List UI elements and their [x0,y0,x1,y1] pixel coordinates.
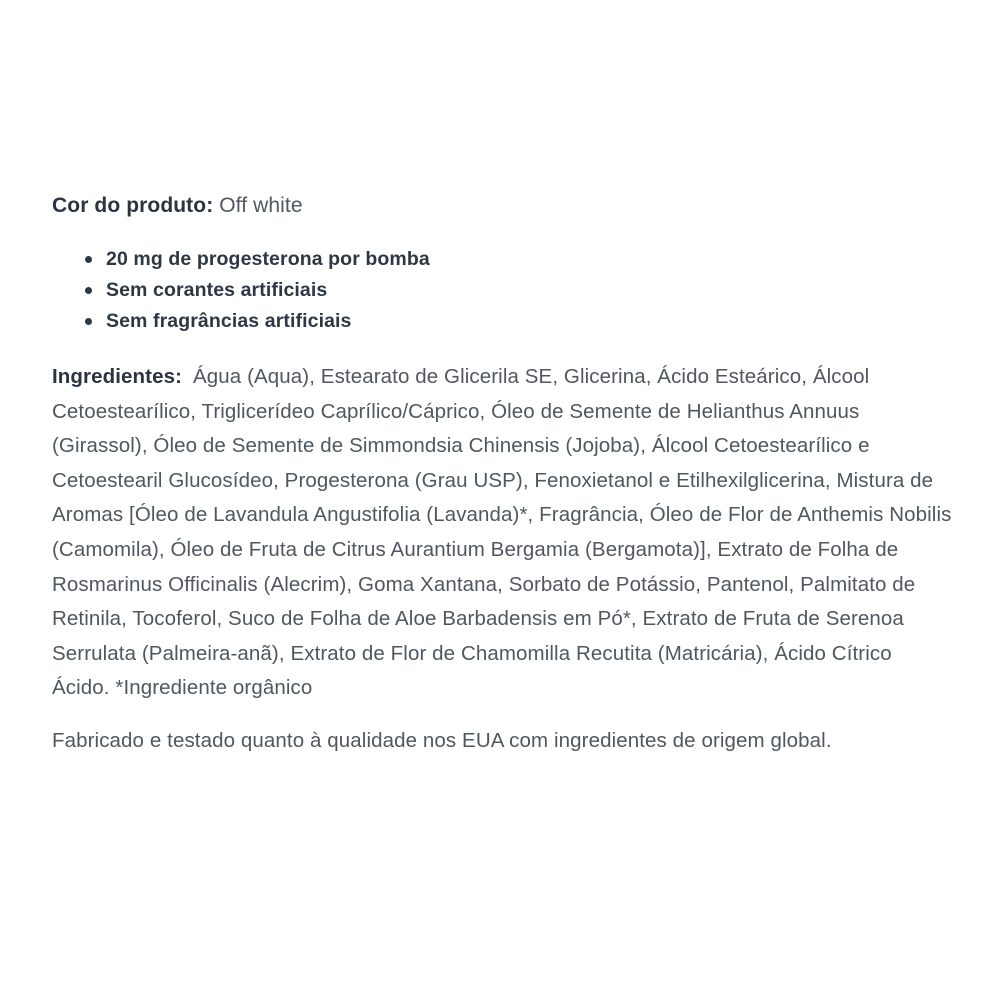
origin-note: Fabricado e testado quanto à qualidade nos EUA com ingredientes de origem global. [52,728,832,752]
list-item [85,275,952,306]
highlight-text: 20 mg de progesterona por bomba [106,248,430,270]
highlight-text: Sem corantes artificiais [106,279,328,301]
product-color-label: Cor do produto: [52,194,214,217]
bullet-icon [85,287,92,294]
ingredients-paragraph [52,360,952,706]
ingredients-text: Água (Aqua), Estearato de Glicerila SE, Glicerina, Ácido Esteárico, Álcool Cetoestearílico, Triglicerídeo Caprílico/Cáprico, Óleo de Semente de Helianthus Annuus (Girassol), Óleo de Semente de Simmondsia Chinensis (Jojoba), Álcool Cetoestearílico e Cetoestearil Glucosídeo, Progesterona (Grau USP), Fenoxietanol e Etilhexilglicerina, Mistura de Aromas [Óleo de Lavandula Angustifolia (Lavanda)*, Fragrância, Óleo de Flor de Anthemis Nobilis (Camomila), Óleo de Fruta de Citrus Aurantium Bergamia (Bergamota)], Extrato de Folha de Rosmarinus Officinalis (Alecrim), Goma Xantana, Sorbato de Potássio, Pantenol, Palmitato de Retinila, Tocoferol, Suco de Folha de Aloe Barbadensis em Pó*, Extrato de Fruta de Serenoa Serrulata (Palmeira-anã), Extrato de Flor de Chamomilla Recutita (Matricária), Ácido Cítrico Ácido. *Ingrediente orgânico [52,365,952,700]
bullet-icon [85,318,92,325]
product-color-line [52,193,952,219]
list-item [85,244,952,275]
list-item [85,306,952,337]
ingredients-label: Ingredientes: [52,365,183,388]
product-highlights-list [85,244,952,337]
product-color-value: Off white [219,194,303,217]
bullet-icon [85,256,92,263]
highlight-text: Sem fragrâncias artificiais [106,310,352,332]
product-description-section [52,193,952,754]
